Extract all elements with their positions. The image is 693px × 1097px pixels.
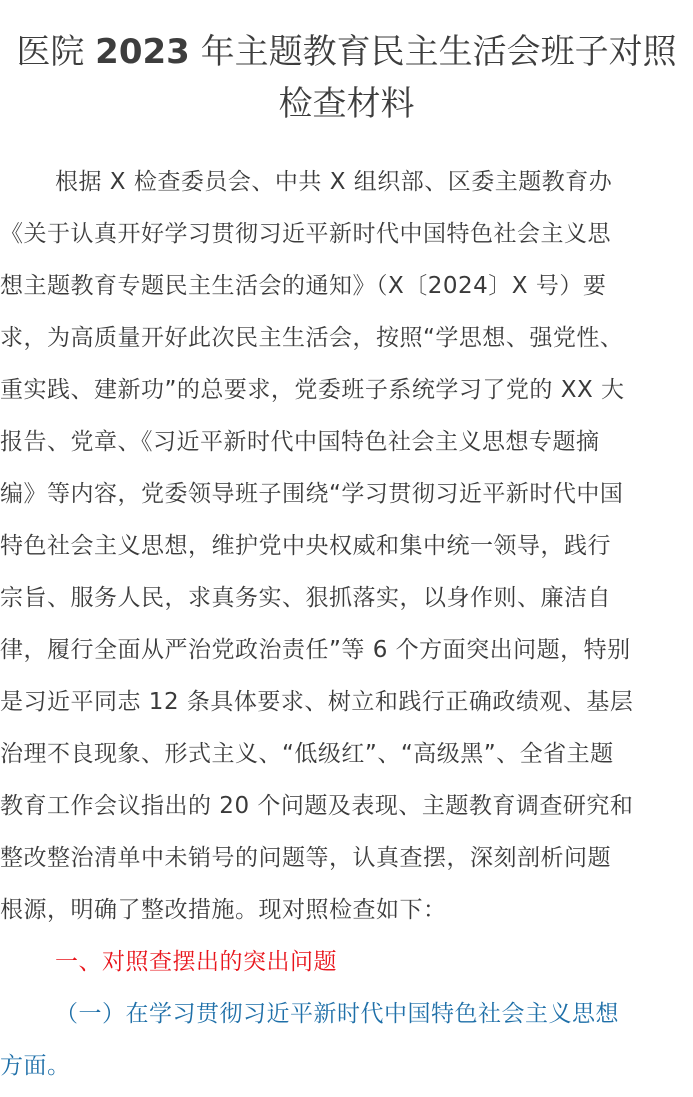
document-title: [0, 26, 693, 130]
body-line: 整改整治清单中未销号的问题等，认真查摆，深刻剖析问题: [0, 845, 611, 871]
body-line: 律，履行全面从严治党政治责任”等 6 个方面突出问题，特别: [0, 637, 631, 663]
body-line: 报告、党章、《习近平新时代中国特色社会主义思想专题摘: [0, 429, 600, 455]
body-line: 想主题教育专题民主生活会的通知》（X〔2024〕X 号）要: [0, 273, 607, 299]
body-line: 根源，明确了整改措施。现对照检查如下：: [0, 897, 447, 923]
body-line: 根据 X 检查委员会、中共 X 组织部、区委主题教育办: [55, 169, 613, 195]
title-line-1: [2, 26, 691, 78]
body-line: 宗旨、服务人民，求真务实、狠抓落实，以身作则、廉洁自: [0, 585, 611, 611]
body-line: 重实践、建新功”的总要求，党委班子系统学习了党的 XX 大: [0, 377, 625, 403]
body-line: 是习近平同志 12 条具体要求、树立和践行正确政绩观、基层: [0, 689, 634, 715]
body-line: 教育工作会议指出的 20 个问题及表现、主题教育调查研究和: [0, 793, 634, 819]
body-line: 特色社会主义思想，维护党中央权威和集中统一领导，践行: [0, 533, 611, 559]
title-rest: 年主题教育民主生活会班子对照: [189, 32, 677, 72]
body-line: 《关于认真开好学习贯彻习近平新时代中国特色社会主义思: [0, 221, 611, 247]
title-line-2: 检查材料: [278, 84, 415, 124]
subsection-heading-line-2: 方面。: [0, 1053, 71, 1079]
body-line: 求，为高质量开好此次民主生活会，按照“学思想、强党性、: [0, 325, 624, 351]
body-line: 治理不良现象、形式主义、“低级红”、“高级黑”、全省主题: [0, 741, 614, 767]
body-line: 编》等内容，党委领导班子围绕“学习贯彻习近平新时代中国: [0, 481, 624, 507]
subsection-heading-line-1: （一）在学习贯彻习近平新时代中国特色社会主义思想: [55, 1001, 619, 1027]
document-body: [0, 156, 693, 1092]
title-prefix: 医院: [16, 32, 96, 72]
title-year: 2023: [95, 32, 190, 72]
section-heading: 一、对照查摆出的突出问题: [55, 949, 337, 975]
